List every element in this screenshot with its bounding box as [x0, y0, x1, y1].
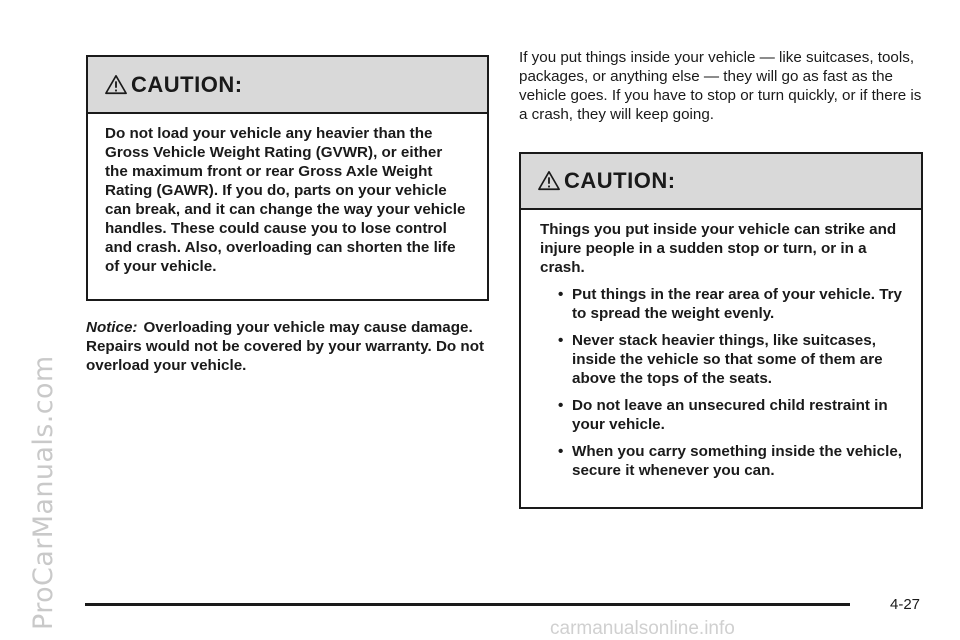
warning-triangle-icon — [538, 170, 560, 192]
watermark-carmanualsonline: carmanualsonline.info — [550, 618, 735, 639]
watermark-procarmanuals: ProCarManuals.com — [28, 355, 59, 630]
caution-intro: Things you put inside your vehicle can strike and injure people in a sudden stop or turn, or in a crash. — [540, 221, 897, 276]
caution-header — [88, 57, 487, 114]
bullet-icon: • — [558, 332, 564, 349]
warning-triangle-icon — [105, 74, 127, 96]
bullet-text: When you carry something inside the vehicle, secure it whenever you can. — [572, 443, 902, 479]
footer-rule — [85, 603, 850, 606]
list-item — [540, 396, 903, 434]
caution-header — [521, 154, 921, 210]
caution-title: CAUTION: — [564, 168, 676, 193]
intro-paragraph: If you put things inside your vehicle — like suitcases, tools, packages, or anything else — they will go as fast as the vehicle goes. If you have to stop or turn quickly, or if there is a crash, they will keep going. — [519, 49, 922, 123]
notice-label: Notice: — [86, 319, 138, 336]
bullet-text: Never stack heavier things, like suitcases, inside the vehicle so that some of them are above the tops of the seats. — [572, 332, 883, 387]
bullet-icon: • — [558, 286, 564, 303]
caution-body: Do not load your vehicle any heavier than the Gross Vehicle Weight Rating (GVWR), or either the maximum front or rear Gross Axle Weight Rating (GAWR). If you do, parts on your vehicle can break, and it can change the way your vehicle handles. These could cause you to lose control and crash. Also, overloading can shorten the life of your vehicle. — [105, 125, 466, 275]
list-item — [540, 285, 903, 323]
notice-text: Overloading your vehicle may cause damage. Repairs would not be covered by your warranty. Do not overload your vehicle. — [86, 319, 485, 374]
bullet-icon: • — [558, 443, 564, 460]
list-item — [540, 442, 903, 480]
caution-body — [521, 210, 921, 480]
caution-title: CAUTION: — [131, 71, 243, 97]
page-number: 4-27 — [890, 596, 921, 613]
caution-box-cargo — [519, 152, 923, 509]
caution-box-load — [86, 55, 489, 301]
notice-paragraph — [86, 318, 491, 375]
bullet-icon: • — [558, 397, 564, 414]
list-item — [540, 331, 903, 388]
bullet-text: Put things in the rear area of your vehicle. Try to spread the weight evenly. — [572, 286, 903, 322]
bullet-text: Do not leave an unsecured child restraint in your vehicle. — [572, 397, 888, 433]
caution-bullet-list — [540, 285, 903, 480]
